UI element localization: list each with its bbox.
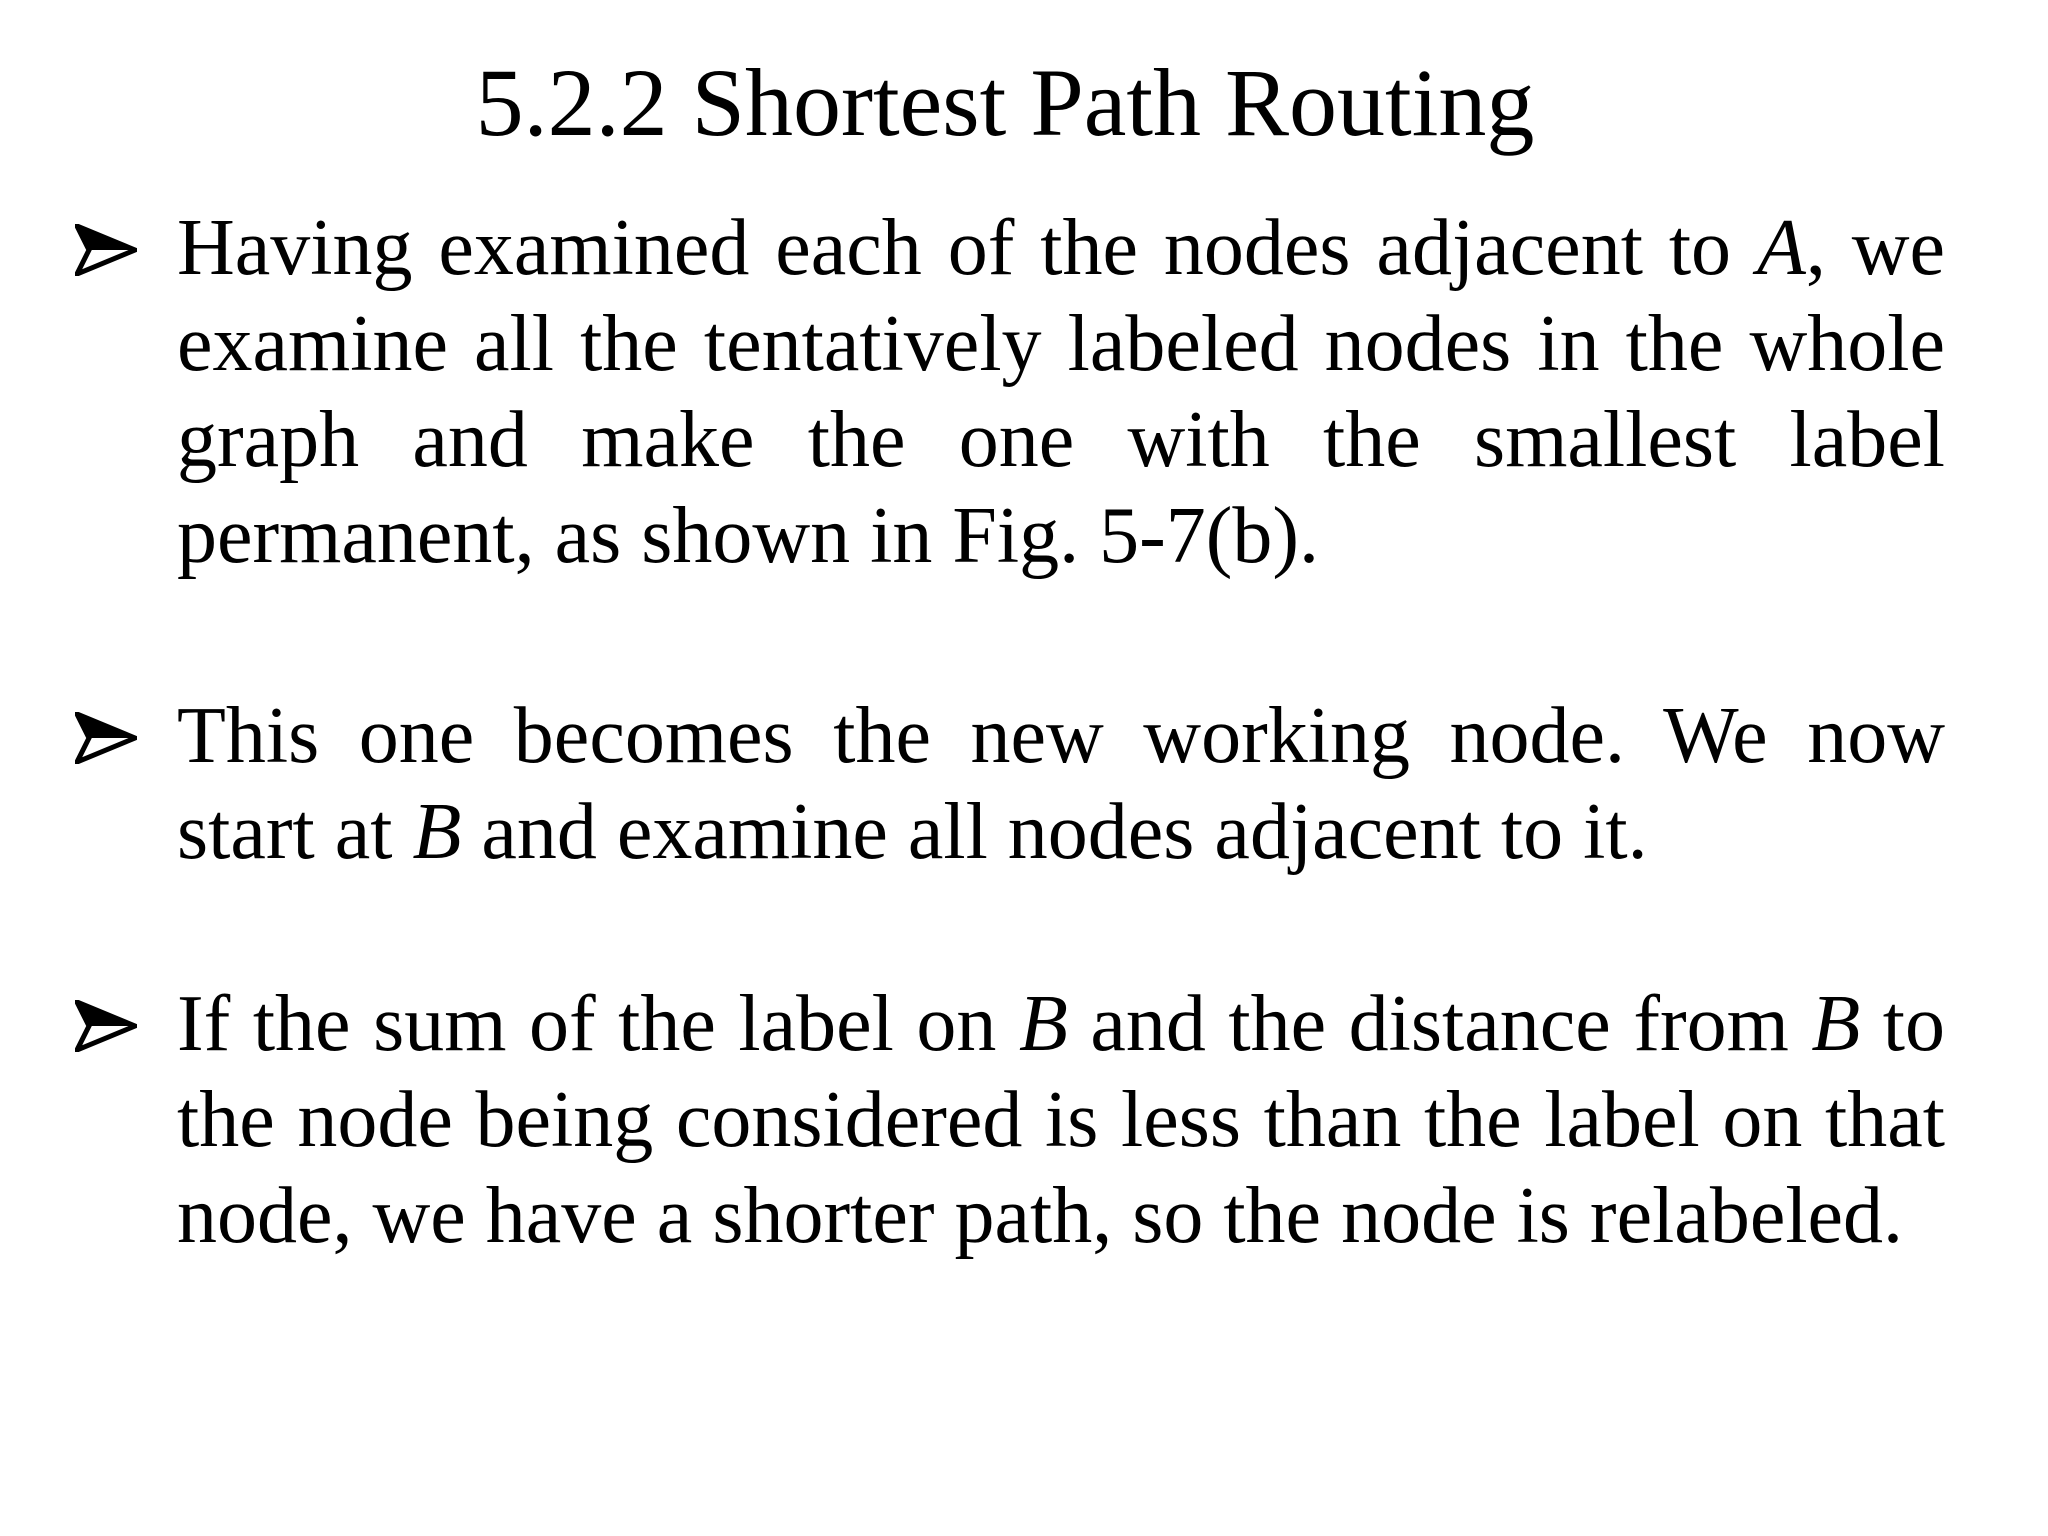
text-segment: , we examine all the tentatively labeled nodes in the whole graph and make the one with the smallest label permanent, as shown in Fig. 5-7(b). (177, 204, 1946, 580)
text-segment: Having examined each of the nodes adjacent to (177, 204, 1757, 292)
arrowhead-bullet-icon (75, 712, 137, 764)
italic-variable: A (1756, 204, 1806, 292)
text-segment: If the sum of the label on (177, 980, 1019, 1068)
text-segment: and examine all nodes adjacent to it. (461, 788, 1648, 876)
text-segment: and the distance from (1067, 980, 1812, 1068)
slide-title: 5.2.2 Shortest Path Routing (475, 49, 1535, 156)
italic-variable: B (1018, 980, 1068, 1068)
arrowhead-bullet-icon (75, 224, 137, 276)
bullet-text (177, 200, 1945, 584)
text-segment: This one becomes the new working node. We now start at (177, 692, 1945, 876)
bullet-text (177, 976, 1945, 1264)
italic-variable: B (1811, 980, 1861, 1068)
text-segment: to the node being considered is less than the label on that node, we have a shorter path, so the node is relabeled. (177, 980, 1946, 1260)
arrowhead-bullet-icon (75, 1000, 137, 1052)
italic-variable: B (412, 788, 462, 876)
bullet-text (177, 688, 1945, 880)
